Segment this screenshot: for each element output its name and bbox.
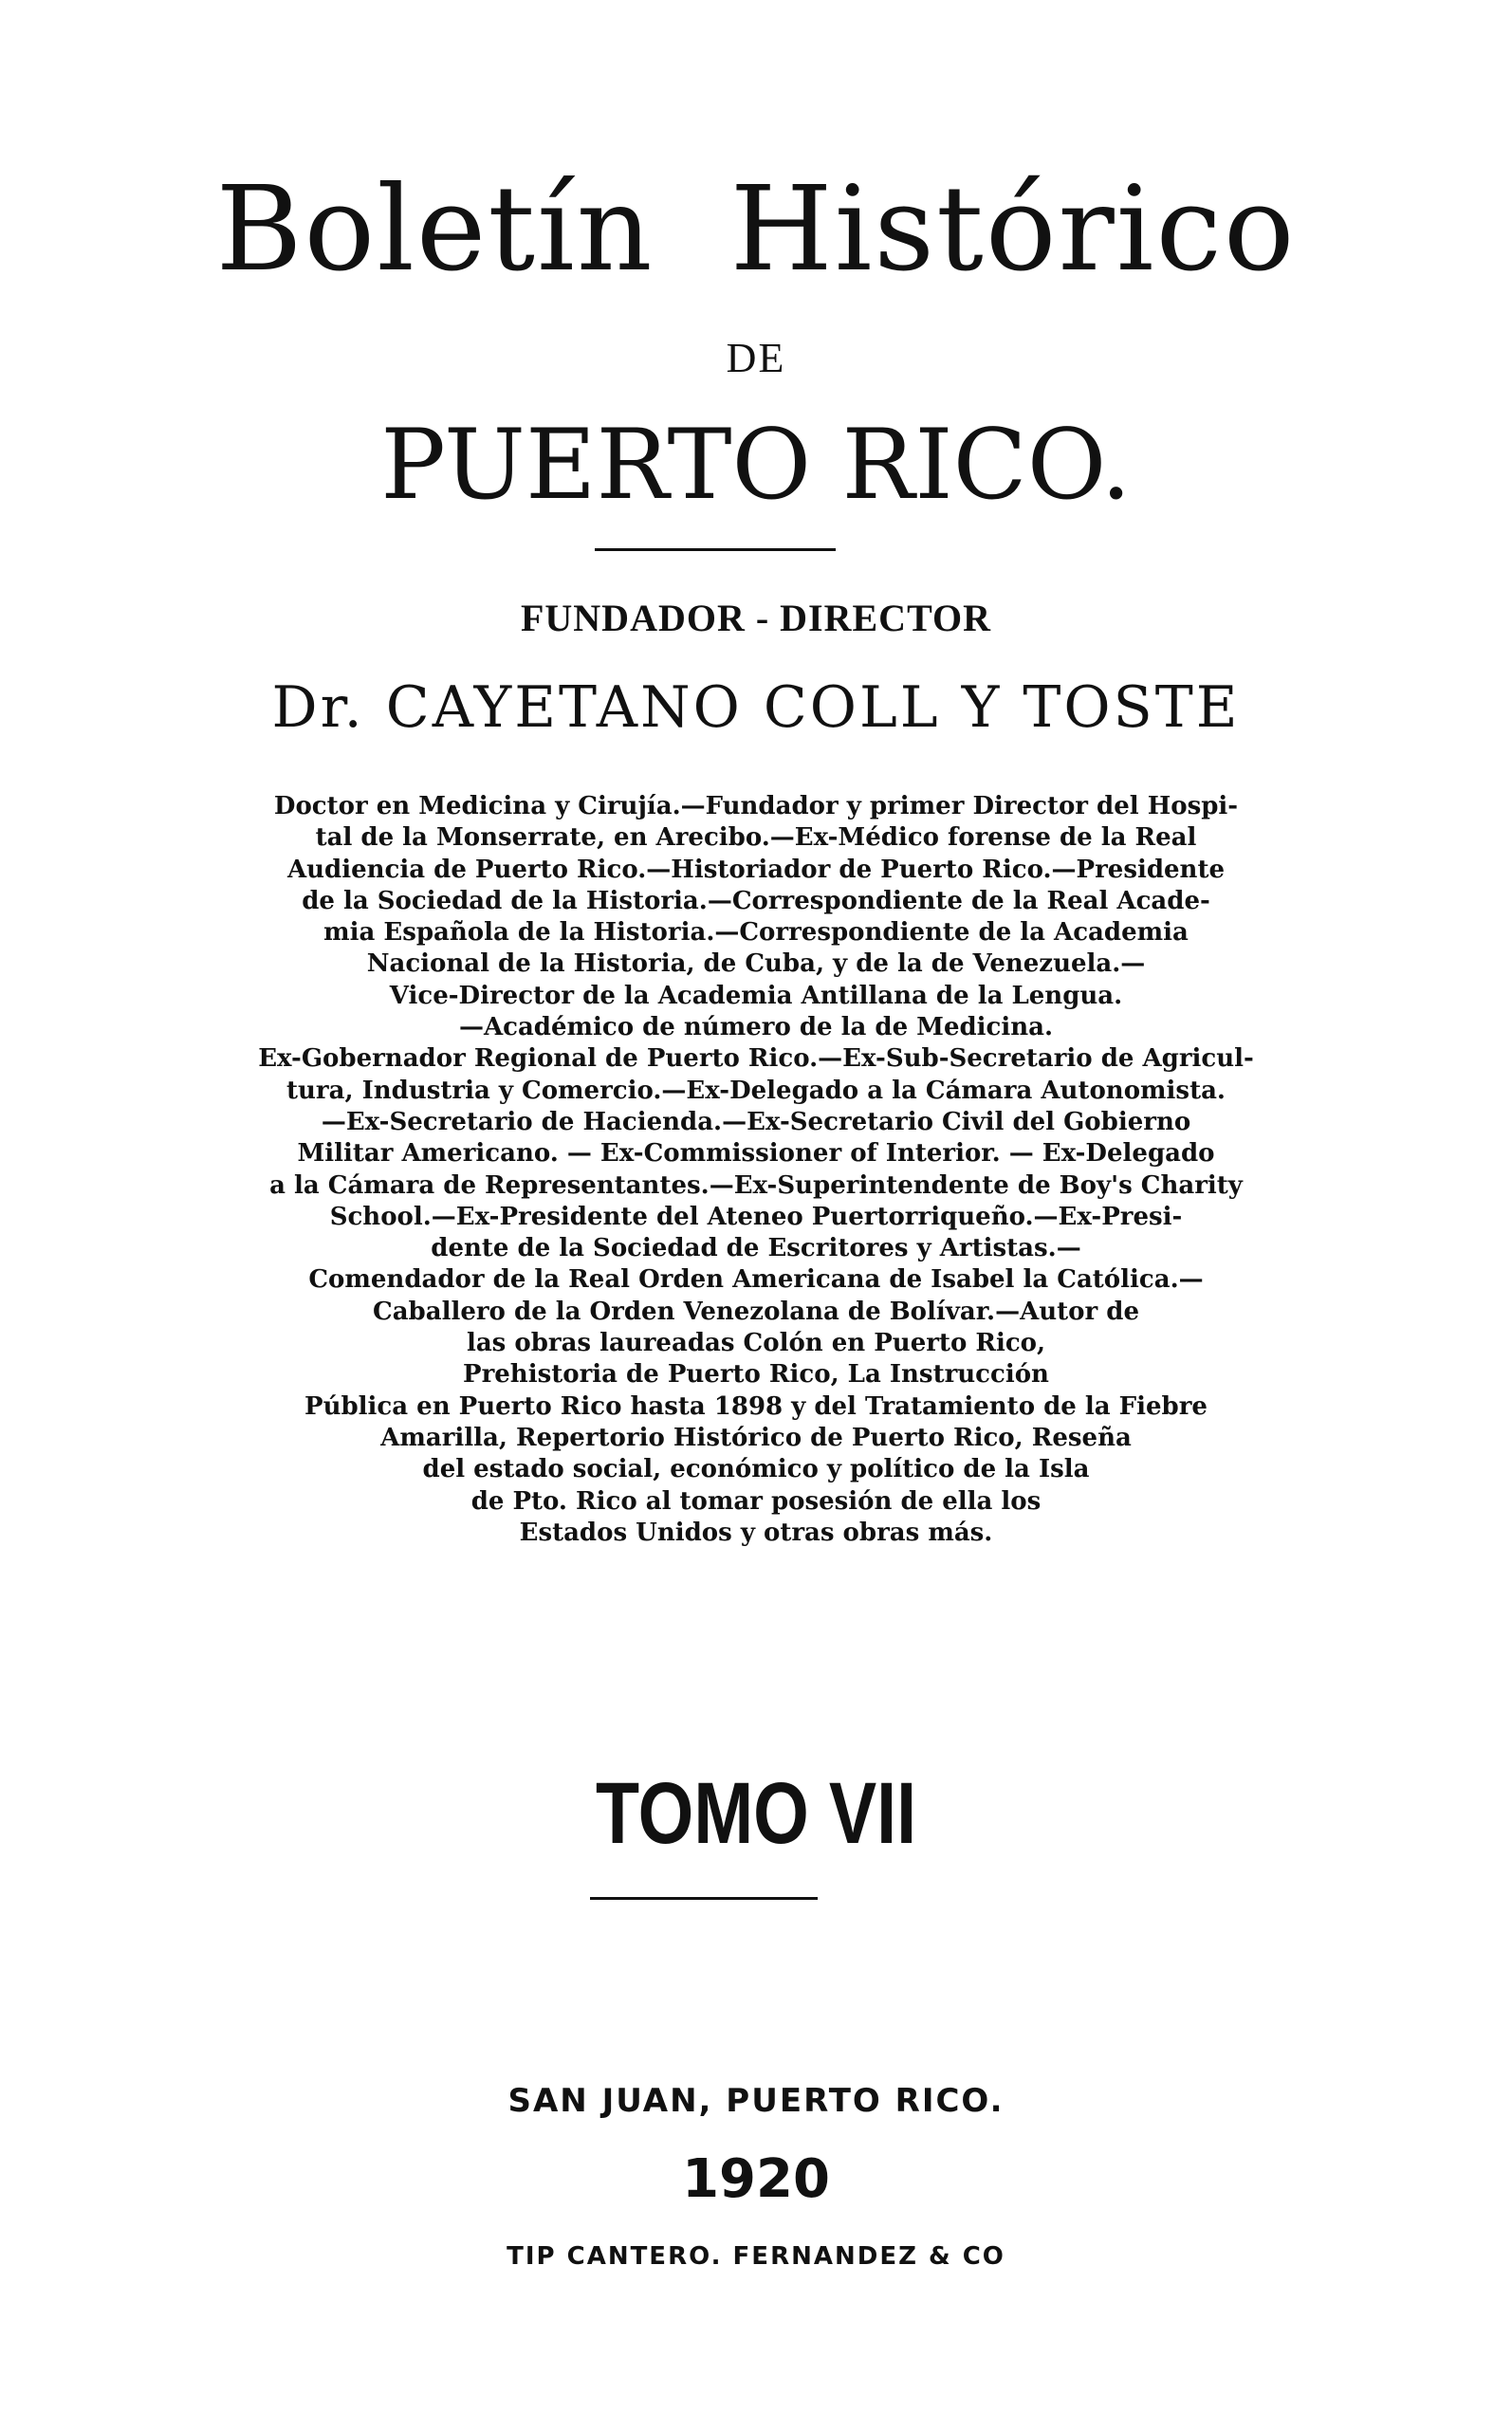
bio-line: Audiencia de Puerto Rico.—Historiador de Puerto Rico.—Presidente [286,855,1226,884]
volume-number: TOMO VII [595,1765,917,1862]
bio-line: Ex-Gobernador Regional de Puerto Rico.—Ex-Sub-Secretario de Agricul- [258,1044,1254,1074]
director-biography [133,791,1379,1549]
divider-rule-bottom [590,1897,818,1900]
title-word-historico: Histórico [729,161,1297,298]
bio-line: mia Española de la Historia.—Correspondiente de la Academia [323,918,1189,948]
bio-line: tal de la Monserrate, en Arecibo.—Ex-Médico forense de la Real [315,823,1197,853]
bio-line: —Académico de número de la de Medicina. [458,1013,1054,1042]
title-de: DE [726,335,786,381]
bio-line: Prehistoria de Puerto Rico, La Instrucción [463,1360,1049,1390]
publication-place: SAN JUAN, PUERTO RICO. [507,2082,1005,2120]
bio-line: Comendador de la Real Orden Americana de Isabel la Católica.— [308,1265,1204,1295]
bio-line: las obras laureadas Colón en Puerto Rico, [466,1329,1046,1358]
divider-rule-top [595,548,836,551]
printer-imprint: TIP CANTERO. FERNANDEZ & CO [507,2242,1005,2271]
publication-year: 1920 [682,2148,830,2210]
title-word-boletin: Boletín [215,161,655,298]
bio-line: a la Cámara de Representantes.—Ex-Superintendente de Boy's Charity [269,1170,1243,1200]
bio-line: —Ex-Secretario de Hacienda.—Ex-Secretario Civil del Gobierno [321,1107,1191,1136]
bio-line: School.—Ex-Presidente del Ateneo Puertorriqueño.—Ex-Presi- [329,1202,1183,1231]
director-name: Dr. CAYETANO COLL Y TOSTE [271,674,1241,741]
bio-line: Militar Americano. — Ex-Commissioner of Interior. — Ex-Delegado [297,1139,1215,1169]
bio-line: Nacional de la Historia, de Cuba, y de la de Venezuela.— [366,949,1146,979]
bio-line: Doctor en Medicina y Cirujía.—Fundador y primer Director del Hospi- [273,792,1239,820]
bio-line: Amarilla, Repertorio Histórico de Puerto Rico, Reseña [380,1423,1132,1452]
bio-line: de la Sociedad de la Historia.—Correspondiente de la Real Acade- [302,886,1210,915]
bio-line: Estados Unidos y otras obras más. [519,1518,993,1547]
publication-title [0,161,1512,298]
bio-line: Pública en Puerto Rico hasta 1898 y del Tratamiento de la Fiebre [304,1391,1208,1421]
founder-label: FUNDADOR - DIRECTOR [520,597,992,639]
bio-line: Vice-Director de la Academia Antillana de la Lengua. [389,981,1123,1010]
bio-line: dente de la Sociedad de Escritores y Artistas.— [431,1234,1081,1263]
bio-line: tura, Industria y Comercio.—Ex-Delegado a la Cámara Autonomista. [286,1076,1226,1105]
bio-line: Caballero de la Orden Venezolana de Bolívar.—Autor de [373,1297,1139,1326]
country-title: PUERTO RICO. [380,409,1132,522]
bio-line: del estado social, económico y político de la Isla [422,1455,1090,1484]
bio-line: de Pto. Rico al tomar posesión de ella los [470,1486,1042,1516]
